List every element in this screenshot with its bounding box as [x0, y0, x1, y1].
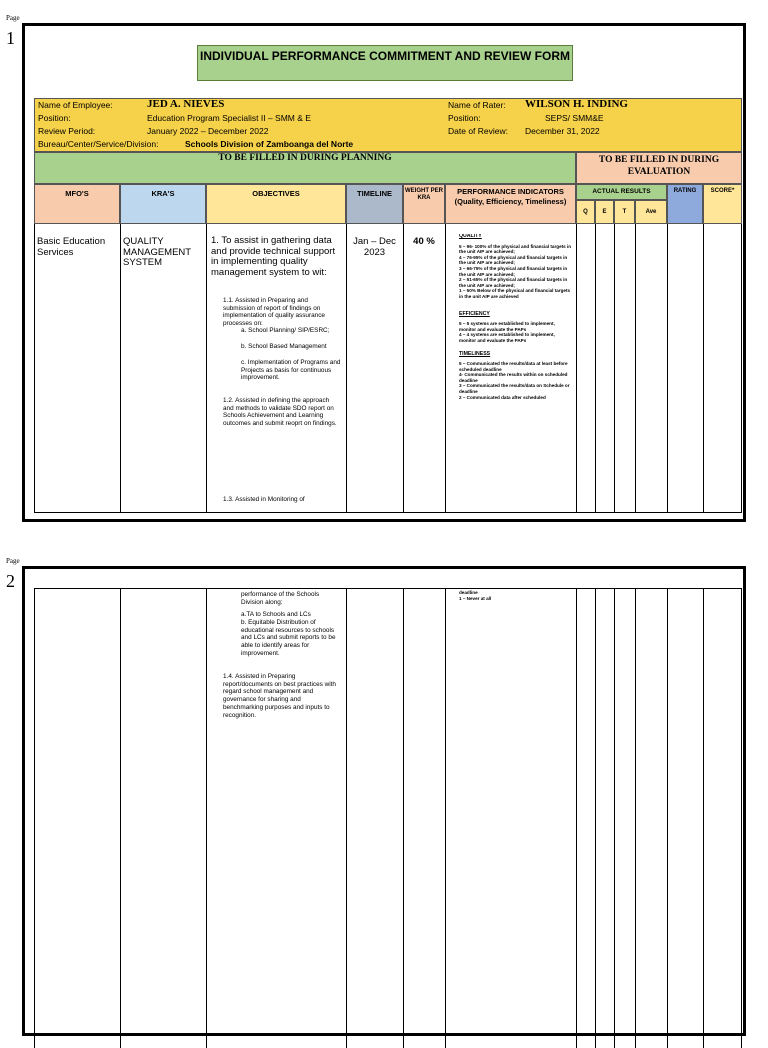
kra-cell: QUALITY MANAGEMENT SYSTEM — [123, 236, 191, 268]
timeline-cell: Jan – Dec 2023 — [353, 236, 396, 258]
objective-1: 1. To assist in gathering data and provide technical support in implementing quality management system to wit: — [211, 235, 336, 278]
grid-line — [635, 224, 636, 512]
grid-line — [120, 224, 121, 512]
employee-position-label: Position: — [38, 113, 71, 123]
timeliness-item: 3 – Communicated the results/data on Schedule or deadline — [459, 383, 570, 395]
page-number: 2 — [6, 571, 15, 591]
rater-position: SEPS/ SMM&E — [545, 113, 604, 123]
bureau-label: Bureau/Center/Service/Division: — [38, 139, 159, 149]
review-date: December 31, 2022 — [525, 126, 600, 136]
header-mfo: MFO'S — [34, 184, 120, 224]
timeliness-item: 2 – Communicated data after scheduled — [459, 394, 546, 400]
employee-name-label: Name of Employee: — [38, 100, 113, 110]
grid-line — [206, 224, 207, 512]
quality-item: 3 – 66-75% of the physical and financial targets in the unit AIP are achieved; — [459, 265, 568, 277]
review-date-label: Date of Review: — [448, 126, 508, 136]
rater-name-label: Name of Rater: — [448, 100, 506, 110]
grid-line — [703, 224, 704, 512]
page-1-frame — [22, 23, 746, 522]
grid-line — [120, 588, 121, 1048]
grid-line — [445, 224, 446, 512]
grid-line — [445, 588, 446, 1048]
bureau: Schools Division of Zamboanga del Norte — [185, 139, 354, 149]
quality-item: 5 – 96- 100% of the physical and financial targets in the unit AIP are achieved; — [459, 243, 572, 255]
page-label: Page — [6, 14, 20, 22]
grid-line — [206, 588, 207, 1048]
objective-1-4: 1.4. Assisted in Preparing report/documents on best practices with regard school management and governance for sharing and benchmarking purposes and inputs to recognition. — [223, 673, 336, 719]
quality-heading: QUALITY — [459, 234, 482, 239]
page-2-frame — [22, 566, 746, 1036]
header-timeline: TIMELINE — [346, 184, 403, 224]
header-e: E — [595, 200, 614, 224]
planning-band: TO BE FILLED IN DURING PLANNING — [34, 152, 576, 184]
timeliness-item: 5 – Communicated the results/data at least before scheduled deadline — [459, 361, 568, 372]
efficiency-heading: EFFICIENCY — [459, 310, 490, 317]
grid-line — [667, 588, 668, 1048]
grid-line — [346, 224, 347, 512]
header-t: T — [614, 200, 635, 224]
header-weight: WEIGHT PER KRA — [403, 184, 445, 224]
grid-line — [614, 224, 615, 512]
employee-position: Education Program Specialist II – SMM & E — [147, 113, 311, 123]
timeliness-item: 1 – Never at all — [459, 595, 492, 601]
header-indicators: PERFORMANCE INDICATORS (Quality, Efficiency, Timeliness) — [445, 184, 576, 224]
form-title: INDIVIDUAL PERFORMANCE COMMITMENT AND REVIEW FORM — [197, 45, 573, 81]
review-period-label: Review Period: — [38, 126, 96, 136]
grid-line — [403, 588, 404, 1048]
header-rating: RATING — [667, 184, 703, 224]
weight-cell: 40 % — [413, 236, 435, 247]
header-ave: Ave — [635, 200, 667, 224]
indicators-continued — [459, 590, 572, 601]
timeliness-item: deadline — [459, 590, 478, 595]
grid-line — [741, 224, 742, 512]
grid-line — [595, 588, 596, 1048]
header-score: SCORE* — [703, 184, 742, 224]
grid-line — [667, 224, 668, 512]
grid-line — [614, 588, 615, 1048]
mfo-cell: Basic Education Services — [37, 236, 106, 258]
page-number: 1 — [6, 28, 15, 48]
grid-line — [34, 588, 35, 1048]
timeliness-heading: TIMELINESS — [459, 350, 491, 357]
employee-info-block — [34, 98, 742, 152]
objective-1-3-cont: performance of the Schools Division along: — [241, 591, 320, 606]
header-q: Q — [576, 200, 595, 224]
quality-item: 2 – 51-65% of the physical and financial targets in the unit AIP are achieved; — [459, 277, 568, 288]
grid-line — [703, 588, 704, 1048]
timeliness-item: 4- Communicated the results within on scheduled deadline — [459, 372, 568, 383]
objective-1-1-c: c. Implementation of Programs and Projects as basis for continuous improvement. — [241, 359, 341, 382]
rater-name: WILSON H. INDING — [525, 98, 628, 110]
objective-1-1-b: b. School Based Management — [241, 343, 327, 350]
evaluation-band: TO BE FILLED IN DURING EVALUATION — [576, 152, 742, 184]
grid-line — [741, 588, 742, 1048]
objective-1-1: 1.1. Assisted in Preparing and submission of report of findings on implementation of quality assurance processes on: — [223, 297, 325, 328]
indicators-cell — [459, 234, 572, 512]
grid-line — [34, 224, 35, 512]
rater-position-label: Position: — [448, 113, 481, 123]
header-actual-results: ACTUAL RESULTS — [576, 184, 667, 200]
efficiency-item: 5 – 5 systems are established to implement, monitor and evaluate the PAPs — [459, 321, 555, 332]
header-objectives: OBJECTIVES — [206, 184, 346, 224]
efficiency-item: 4 – 4 systems are established to implement, monitor and evaluate the PAPs — [459, 332, 555, 343]
quality-item: 4 – 76-95% of the physical and financial targets in the unit AIP are achieved; — [459, 254, 568, 266]
grid-line — [635, 588, 636, 1048]
objective-1-3: 1.3. Assisted in Monitoring of — [223, 496, 305, 503]
employee-name: JED A. NIEVES — [147, 98, 225, 110]
objective-1-2: 1.2. Assisted in defining the approach and methods to validate SDO report on Schools Achievement and Learning outcomes and submit reoprt on findings. — [223, 397, 337, 428]
grid-line — [34, 512, 742, 513]
header-kra: KRA'S — [120, 184, 206, 224]
grid-line — [576, 224, 577, 512]
grid-line — [576, 588, 577, 1048]
grid-line — [346, 588, 347, 1048]
objective-1-1-a: a. School Planning/ SIP/ESRC; — [241, 327, 330, 334]
review-period: January 2022 – December 2022 — [147, 126, 269, 136]
quality-item: 1 – 50% Below of the physical and financial targets in the unit AIP are achieved — [459, 288, 571, 299]
grid-line — [403, 224, 404, 512]
objective-1-3-a: a.TA to Schools and LCs — [241, 611, 311, 618]
grid-line — [595, 224, 596, 512]
objective-1-3-b: b. Equitable Distribution of educational resources to schools and LCs and submit reports to be able to identify areas for improvement. — [241, 619, 336, 657]
page-label: Page — [6, 557, 20, 565]
